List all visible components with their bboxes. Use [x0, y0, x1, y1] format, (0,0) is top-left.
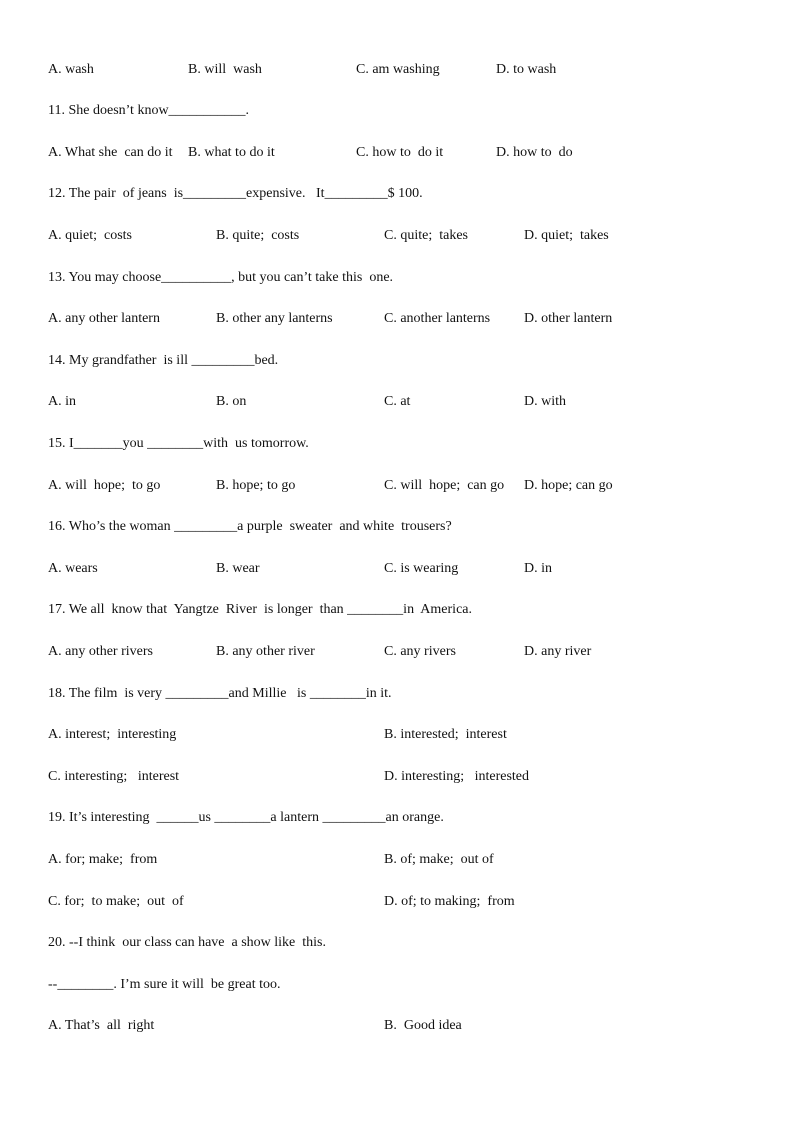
q12-option-b: B. quite; costs — [216, 228, 300, 243]
q16-option-c: C. is wearing — [384, 561, 459, 576]
q13-option-a: A. any other lantern — [48, 311, 160, 326]
q20-option-a: A. That’s all right — [48, 1018, 155, 1033]
q11-option-a: A. What she can do it — [48, 145, 173, 160]
question-17-stem: 17. We all know that Yangtze River is longer than ________in America. — [48, 602, 472, 617]
question-20-reply: --________. I’m sure it will be great too. — [48, 977, 281, 992]
q11-option-b: B. what to do it — [188, 145, 275, 160]
q13-option-c: C. another lanterns — [384, 311, 491, 326]
question-11-stem: 11. She doesn’t know___________. — [48, 103, 250, 118]
q19-option-b: B. of; make; out of — [384, 852, 494, 867]
q16-option-a: A. wears — [48, 561, 98, 576]
q14-option-d: D. with — [524, 394, 566, 409]
question-19-stem: 19. It’s interesting ______us ________a lantern _________an orange. — [48, 810, 444, 825]
question-15-stem: 15. I_______you ________with us tomorrow. — [48, 436, 309, 451]
q15-option-a: A. will hope; to go — [48, 478, 161, 493]
q17-option-a: A. any other rivers — [48, 644, 153, 659]
q19-option-a: A. for; make; from — [48, 852, 158, 867]
q15-option-c: C. will hope; can go — [384, 478, 505, 493]
q16-option-d: D. in — [524, 561, 552, 576]
question-14-stem: 14. My grandfather is ill _________bed. — [48, 353, 279, 368]
question-12-stem: 12. The pair of jeans is_________expensive. It_________$ 100. — [48, 186, 423, 201]
q18-option-a: A. interest; interesting — [48, 727, 177, 742]
q13-option-b: B. other any lanterns — [216, 311, 333, 326]
question-18-stem: 18. The film is very _________and Millie is ________in it. — [48, 686, 392, 701]
question-20-stem: 20. --I think our class can have a show like this. — [48, 935, 326, 950]
q10-option-d: D. to wash — [496, 62, 557, 77]
question-16-stem: 16. Who’s the woman _________a purple sweater and white trousers? — [48, 519, 452, 534]
q11-option-c: C. how to do it — [356, 145, 444, 160]
q18-option-c: C. interesting; interest — [48, 769, 180, 784]
q12-option-c: C. quite; takes — [384, 228, 468, 243]
q10-option-b: B. will wash — [188, 62, 262, 77]
q18-option-b: B. interested; interest — [384, 727, 507, 742]
q18-option-d: D. interesting; interested — [384, 769, 530, 784]
q15-option-d: D. hope; can go — [524, 478, 613, 493]
question-13-stem: 13. You may choose__________, but you can’t take this one. — [48, 270, 394, 285]
q13-option-d: D. other lantern — [524, 311, 613, 326]
q12-option-a: A. quiet; costs — [48, 228, 132, 243]
q16-option-b: B. wear — [216, 561, 260, 576]
q17-option-d: D. any river — [524, 644, 592, 659]
q19-option-c: C. for; to make; out of — [48, 894, 184, 909]
q15-option-b: B. hope; to go — [216, 478, 296, 493]
q14-option-a: A. in — [48, 394, 76, 409]
q10-option-a: A. wash — [48, 62, 94, 77]
q10-option-c: C. am washing — [356, 62, 440, 77]
q11-option-d: D. how to do — [496, 145, 573, 160]
q17-option-c: C. any rivers — [384, 644, 456, 659]
q20-option-b: B. Good idea — [384, 1018, 462, 1033]
q14-option-c: C. at — [384, 394, 411, 409]
q17-option-b: B. any other river — [216, 644, 315, 659]
q12-option-d: D. quiet; takes — [524, 228, 609, 243]
q14-option-b: B. on — [216, 394, 247, 409]
q19-option-d: D. of; to making; from — [384, 894, 515, 909]
